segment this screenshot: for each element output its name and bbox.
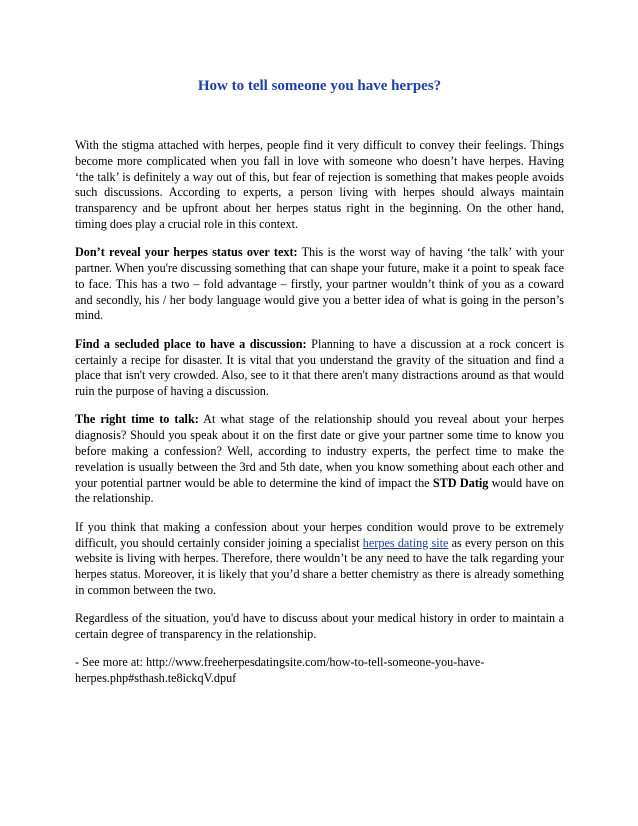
section-right-time [75, 412, 564, 507]
closing-paragraph: Regardless of the situation, you'd have to discuss about your medical history in order to maintain a certain degree of transparency in the relationship. [75, 611, 564, 642]
section-heading-secluded-place: Find a secluded place to have a discussion: [75, 336, 307, 351]
section-body-text-reveal: This is the worst way of having ‘the talk’ with your partner. When you're discussing something that can shape your future, make it a point to speak face to face. This has a two – fold advantage – firstly, your partner wouldn’t think of you as a coward and secondly, his / her body language would give you a better idea of what is going in the person’s mind. [75, 245, 564, 323]
see-more-line-2: herpes.php#sthash.te8ickqV.dpuf [75, 671, 237, 686]
see-more-source [75, 655, 564, 687]
section-text-reveal [75, 245, 564, 324]
herpes-dating-site-link[interactable]: herpes dating site [362, 535, 449, 550]
section-secluded-place [75, 337, 564, 400]
confession-paragraph [75, 520, 564, 599]
section-body-end-right-time: would have on the relationship. [75, 475, 564, 506]
section-heading-right-time: The right time to talk: [75, 412, 199, 427]
section-heading-text-reveal: Don’t reveal your herpes status over text: [75, 245, 298, 260]
see-more-line-1: - See more at: http://www.freeherpesdatingsite.com/how-to-tell-someone-you-have- [75, 655, 485, 670]
section-body-right-time: At what stage of the relationship should you reveal about your herpes diagnosis? Should you speak about it on the first date or give your partner some time to know you before making a confession? Well, according to industry experts, the perfect time to make the revelation is usually between the 3rd and 5th date, when you know something about each other and your potential partner would be able to determine the kind of impact the [75, 412, 564, 490]
confession-text-after-link: as every person on this website is living with herpes. Therefore, there wouldn’t be any need to have the talk regarding your herpes status. Moreover, it is likely that you’d share a better chemistry as there is already something in common between the two. [75, 535, 564, 597]
section-body-secluded-place: Planning to have a discussion at a rock concert is certainly a recipe for disaster. It is vital that you understand the gravity of the situation and find a place that isn't very crowded. Also, see to it that there aren't many distractions around as that would ruin the purpose of having a discussion. [75, 336, 564, 399]
page-title: How to tell someone you have herpes? [197, 78, 442, 94]
confession-text-before-link: If you think that making a confession about your herpes condition would prove to be extremely difficult, you should certainly consider joining a specialist [75, 519, 564, 550]
intro-paragraph: With the stigma attached with herpes, people find it very difficult to convey their feelings. Things become more complicated when you fall in love with someone who doesn’t have herpes. Having ‘the talk’ is definitely a way out of this, but fear of rejection is something that makes people avoids such discussions. According to experts, a person living with herpes should always maintain transparency and be upfront about her herpes status right in the beginning. On the other hand, timing does play a crucial role in this context. [75, 138, 564, 231]
std-dating-bold-text: STD Datig [432, 475, 489, 490]
